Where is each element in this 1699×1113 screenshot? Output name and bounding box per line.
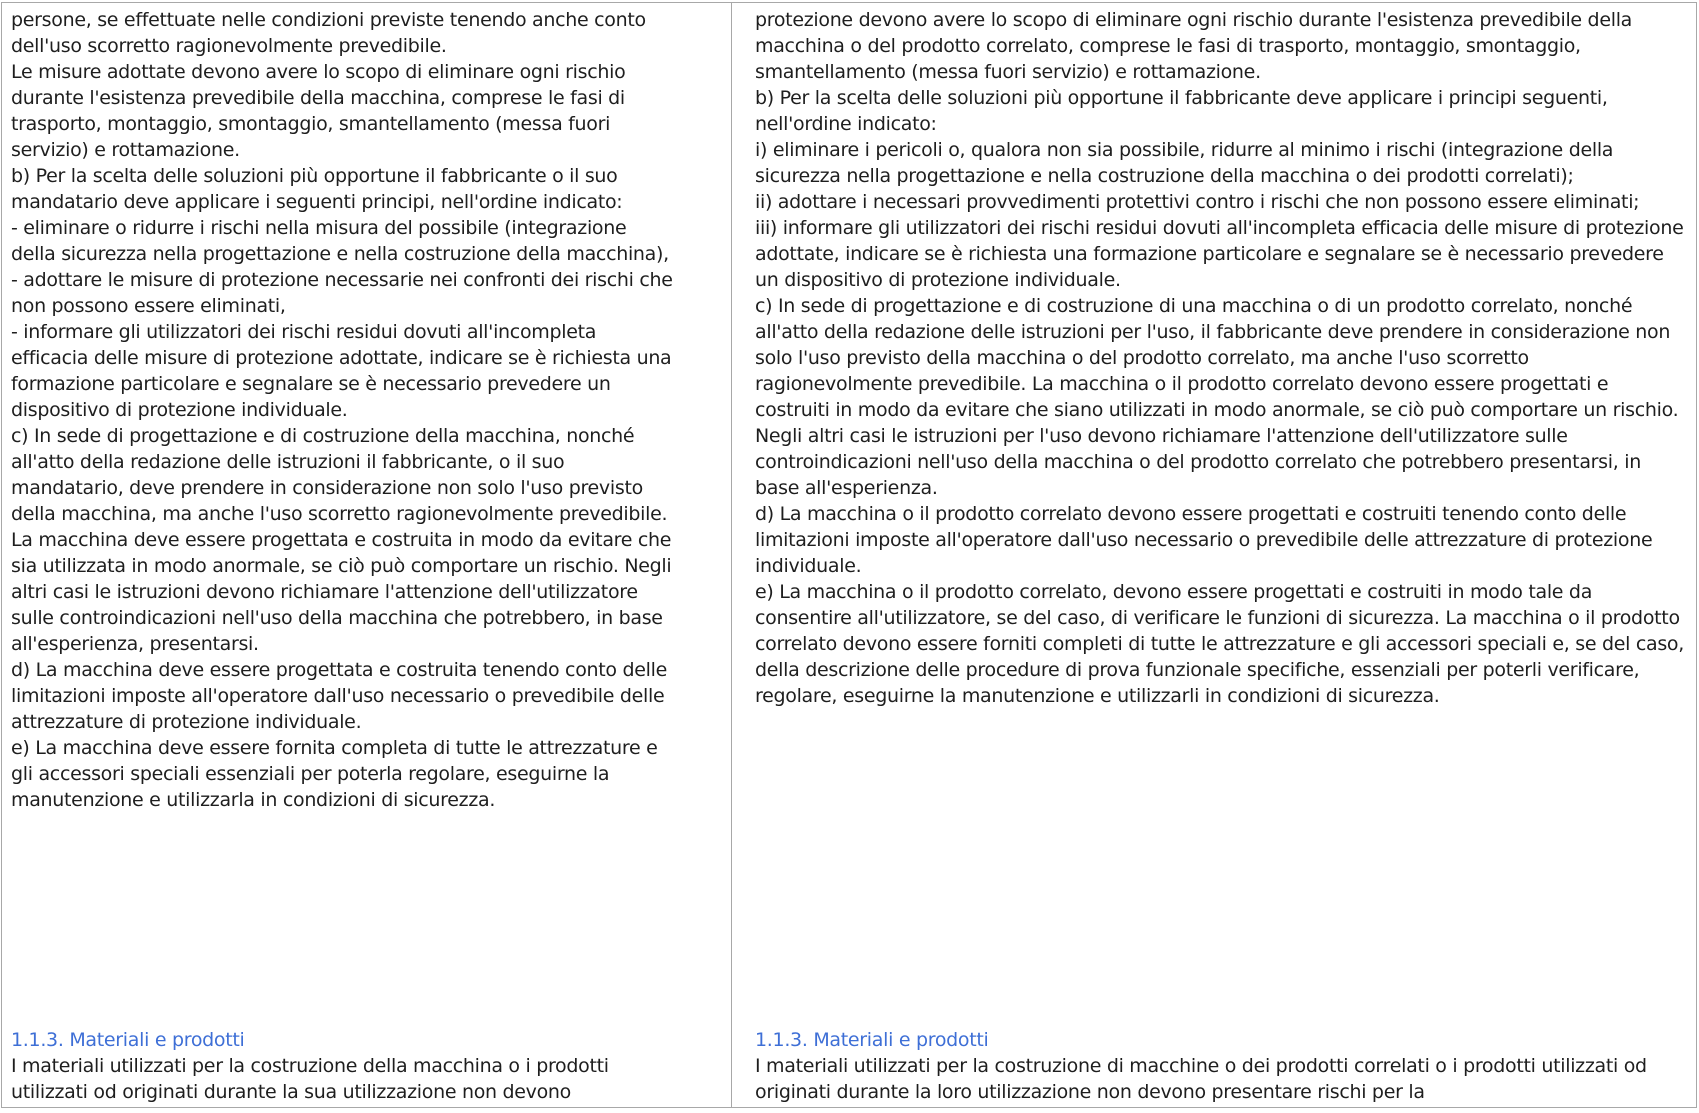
paragraph: d) La macchina o il prodotto correlato devono essere progettati e costruiti tenendo conto delle limitazioni imposte all'operatore dall'uso necessario o prevedibile delle attrezzature di protezione individuale. xyxy=(755,503,1653,577)
paragraph: - adottare le misure di protezione necessarie nei confronti dei rischi che non possono essere eliminati, xyxy=(11,269,673,317)
paragraph: I materiali utilizzati per la costruzione della macchina o i prodotti utilizzati od originati durante la sua utilizzazione non devono xyxy=(11,1055,609,1103)
left-section-general-principles xyxy=(2,3,731,813)
paragraph: Le misure adottate devono avere lo scopo di eliminare ogni rischio durante l'esistenza prevedibile della macchina, comprese le fasi di trasporto, montaggio, smontaggio, smantellamento (messa fuori servizio) e rottamazione. xyxy=(11,61,626,161)
section-heading-materiali-right: 1.1.3. Materiali e prodotti xyxy=(755,1029,989,1051)
paragraph: b) Per la scelta delle soluzioni più opportune il fabbricante o il suo mandatario deve applicare i seguenti principi, nell'ordine indicato: xyxy=(11,165,623,213)
paragraph: - eliminare o ridurre i rischi nella misura del possibile (integrazione della sicurezza nella progettazione e nella costruzione della macchina), xyxy=(11,217,669,265)
paragraph: iii) informare gli utilizzatori dei rischi residui dovuti all'incompleta efficacia delle misure di protezione adottate, indicare se è richiesta una formazione particolare e segnalare se è necessario prevedere un dispositivo di protezione individuale. xyxy=(755,217,1684,291)
document-comparison-table xyxy=(1,2,1697,1108)
paragraph: i) eliminare i pericoli o, qualora non sia possibile, ridurre al minimo i rischi (integrazione della sicurezza nella progettazione e nella costruzione della macchina o dei prodotti correlati); xyxy=(755,139,1614,187)
paragraph: ii) adottare i necessari provvedimenti protettivi contro i rischi che non possono essere eliminati; xyxy=(755,191,1640,213)
paragraph: persone, se effettuate nelle condizioni previste tenendo anche conto dell'uso scorretto ragionevolmente prevedibile. xyxy=(11,9,646,57)
paragraph: e) La macchina deve essere fornita completa di tutte le attrezzature e gli accessori speciali essenziali per poterla regolare, eseguirne la manutenzione e utilizzarla in condizioni di sicurezza. xyxy=(11,737,658,811)
section-heading-materiali-left: 1.1.3. Materiali e prodotti xyxy=(11,1029,245,1051)
paragraph: b) Per la scelta delle soluzioni più opportune il fabbricante deve applicare i principi seguenti, nell'ordine indicato: xyxy=(755,87,1608,135)
paragraph: c) In sede di progettazione e di costruzione della macchina, nonché all'atto della redazione delle istruzioni il fabbricante, o il suo mandatario, deve prendere in considerazione non solo l'uso previsto della macchina, ma anche l'uso scorretto ragionevolmente prevedibile. xyxy=(11,425,668,525)
paragraph: c) In sede di progettazione e di costruzione di una macchina o di un prodotto correlato, nonché all'atto della redazione delle istruzioni per l'uso, il fabbricante deve prendere in considerazione non solo l'uso previsto della macchina o del prodotto correlato, ma anche l'uso scorretto ragionevolmente prevedibile. La macchina o il prodotto correlato devono essere progettati e costruiti in modo da evitare che siano utilizzati in modo anormale, se ciò può comportare un rischio. Negli altri casi le istruzioni per l'uso devono richiamare l'attenzione dell'utilizzatore sulle controindicazioni nell'uso della macchina o del prodotto correlato che potrebbero presentarsi, in base all'esperienza. xyxy=(755,295,1679,499)
paragraph: - informare gli utilizzatori dei rischi residui dovuti all'incompleta efficacia delle misure di protezione adottate, indicare se è richiesta una formazione particolare e segnalare se è necessario prevedere un dispositivo di protezione individuale. xyxy=(11,321,672,421)
left-section-materiali-body xyxy=(11,1053,675,1105)
right-section-materiali xyxy=(755,1027,1684,1105)
right-section-general-principles xyxy=(732,3,1696,709)
paragraph: La macchina deve essere progettata e costruita in modo da evitare che sia utilizzata in modo anormale, se ciò può comportare un rischio. Negli altri casi le istruzioni devono richiamare l'attenzione dell'utilizzatore sulle controindicazioni nell'uso della macchina che potrebbero, in base all'esperienza, presentarsi. xyxy=(11,529,672,655)
left-section-materiali xyxy=(11,1027,675,1105)
right-column-cell xyxy=(732,3,1696,1107)
right-section-materiali-body xyxy=(755,1053,1684,1105)
paragraph: protezione devono avere lo scopo di eliminare ogni rischio durante l'esistenza prevedibile della macchina o del prodotto correlato, comprese le fasi di trasporto, montaggio, smontaggio, smantellamento (messa fuori servizio) e rottamazione. xyxy=(755,9,1633,83)
paragraph: e) La macchina o il prodotto correlato, devono essere progettati e costruiti in modo tale da consentire all'utilizzatore, se del caso, di verificare le funzioni di sicurezza. La macchina o il prodotto correlato devono essere forniti completi di tutte le attrezzature e gli accessori speciali e, se del caso, della descrizione delle procedure di prova funzionale specifiche, essenziali per poterli verificare, regolare, eseguirne la manutenzione e utilizzarli in condizioni di sicurezza. xyxy=(755,581,1684,707)
paragraph: d) La macchina deve essere progettata e costruita tenendo conto delle limitazioni imposte all'operatore dall'uso necessario o prevedibile delle attrezzature di protezione individuale. xyxy=(11,659,667,733)
left-column-cell xyxy=(2,3,731,1107)
paragraph: I materiali utilizzati per la costruzione di macchine o dei prodotti correlati o i prodotti utilizzati od originati durante la loro utilizzazione non devono presentare rischi per la xyxy=(755,1055,1647,1103)
